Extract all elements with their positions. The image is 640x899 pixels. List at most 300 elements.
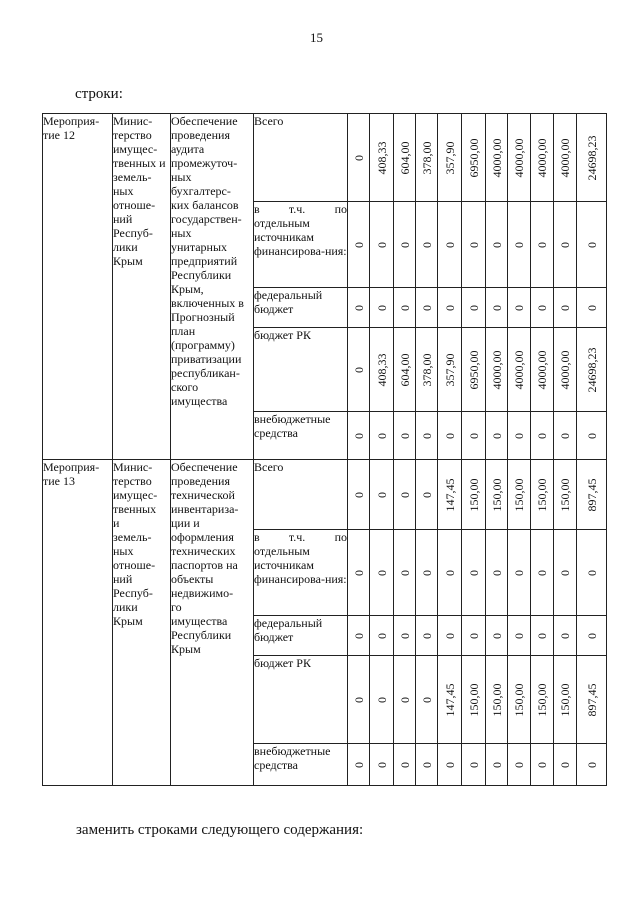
amount-cell [508,114,531,202]
funding-source: федеральный бюджет [254,288,348,328]
amount-value: 0 [535,632,549,639]
amount-cell [438,530,462,616]
description-line: промежуточ- [171,156,238,170]
amount-value: 0 [512,569,526,576]
amount-cell [508,656,531,744]
amount-cell [577,412,607,460]
executor-line: Респуб- [113,226,153,240]
executor-line: ний [113,572,133,586]
amount-cell [394,328,416,412]
description-line: объекты [171,572,214,586]
amount-value: 4000,00 [558,138,572,177]
measure-executor [113,460,171,786]
amount-value: 150,00 [466,478,481,511]
measure-name: Мероприя-тие 12 [43,114,113,460]
description-line: Республики [171,628,232,642]
amount-value: 6950,00 [466,350,481,389]
amount-cell [508,202,531,288]
amount-value: 150,00 [512,683,526,716]
amount-cell [577,460,607,530]
amount-cell [486,288,508,328]
amount-value: 357,90 [442,141,457,174]
amount-cell [348,114,370,202]
amount-value: 897,45 [584,683,599,716]
amount-cell [462,202,486,288]
amount-value: 0 [442,432,457,439]
page-number: 15 [310,30,323,45]
executor-line: имущес- [113,142,158,156]
amount-cell [531,412,554,460]
amount-value: 150,00 [489,683,504,716]
amount-value: 0 [374,632,389,639]
amount-value: 0 [466,432,481,439]
amount-cell [348,202,370,288]
description-line: Крым [171,642,201,656]
amount-cell [438,460,462,530]
amount-value: 0 [442,761,457,768]
amount-value: 0 [512,432,526,439]
amount-value: 150,00 [535,478,549,511]
amount-value: 0 [374,491,389,498]
amount-cell [531,202,554,288]
description-line: включенных в [171,296,244,310]
amount-cell [508,744,531,786]
amount-cell [462,114,486,202]
amount-value: 0 [584,632,599,639]
amount-value: 0 [558,761,572,768]
amount-cell [462,412,486,460]
amount-cell [348,412,370,460]
description-line: государствен- [171,212,242,226]
amount-cell [438,202,462,288]
amount-cell [462,656,486,744]
description-line: (программу) [171,338,235,352]
amount-value: 604,00 [397,353,412,386]
amount-value: 0 [512,632,526,639]
amount-value: 0 [535,432,549,439]
amount-cell [508,460,531,530]
amount-value: 0 [419,491,434,498]
description-line: предприятий [171,254,238,268]
amount-value: 0 [466,304,481,311]
amount-value: 0 [397,241,412,248]
amount-cell [394,114,416,202]
amount-value: 150,00 [558,478,572,511]
amount-value: 0 [419,432,434,439]
description-line: Крым, [171,282,204,296]
amount-cell [348,656,370,744]
amount-cell [394,460,416,530]
amount-cell [416,460,438,530]
amount-cell [508,328,531,412]
amount-cell [394,412,416,460]
amount-value: 408,33 [374,353,389,386]
executor-line: имущес- [113,488,158,502]
amount-value: 0 [374,432,389,439]
amount-value: 0 [374,761,389,768]
amount-cell [370,616,394,656]
amount-cell [394,744,416,786]
amount-value: 357,90 [442,353,457,386]
amount-value: 0 [584,761,599,768]
amount-cell [486,460,508,530]
executor-line: лики [113,600,138,614]
amount-cell [462,328,486,412]
executor-line: лики [113,240,138,254]
amount-cell [348,460,370,530]
amount-value: 0 [512,241,526,248]
amount-value: 0 [397,632,412,639]
amount-value: 0 [397,304,412,311]
funding-source: бюджет РК [254,656,348,744]
amount-value: 0 [442,241,457,248]
amount-value: 0 [535,304,549,311]
executor-line: земель- [113,170,152,184]
amount-cell [438,412,462,460]
amount-value: 0 [489,432,504,439]
amount-cell [370,202,394,288]
amount-cell [486,412,508,460]
amount-cell [438,616,462,656]
amount-cell [486,202,508,288]
table-row [43,114,607,202]
amount-cell [462,460,486,530]
amount-value: 4000,00 [535,350,549,389]
amount-cell [348,616,370,656]
amount-cell [486,328,508,412]
amount-cell [348,744,370,786]
description-line: проведения [171,128,230,142]
amount-cell [531,328,554,412]
amount-value: 4000,00 [489,138,504,177]
funding-source: Всего [254,460,348,530]
amount-value: 0 [351,491,366,498]
amount-value: 24698,23 [584,135,599,180]
amount-value: 0 [584,241,599,248]
amount-cell [577,114,607,202]
amount-value: 0 [419,241,434,248]
amount-value: 147,45 [442,683,457,716]
amount-value: 0 [489,761,504,768]
amount-cell [531,114,554,202]
amount-value: 150,00 [558,683,572,716]
funding-source: внебюджетные средства [254,412,348,460]
amount-cell [438,114,462,202]
amount-value: 0 [397,696,412,703]
amount-cell [438,288,462,328]
amount-value: 24698,23 [584,347,599,392]
amount-value: 408,33 [374,141,389,174]
amount-value: 150,00 [489,478,504,511]
amount-value: 0 [351,632,366,639]
description-line: ных [171,226,192,240]
description-line: оформления [171,530,234,544]
executor-line: и [113,516,120,530]
amount-cell [438,328,462,412]
amount-value: 0 [419,696,434,703]
amount-cell [508,288,531,328]
amount-cell [577,288,607,328]
executor-line: терство [113,128,152,142]
executor-line: ных [113,184,134,198]
executor-line: отноше- [113,558,156,572]
amount-cell [554,530,577,616]
amount-value: 0 [374,569,389,576]
amount-cell [554,114,577,202]
amount-value: 150,00 [512,478,526,511]
amount-cell [462,288,486,328]
amount-value: 150,00 [535,683,549,716]
executor-line: Респуб- [113,586,153,600]
amount-value: 4000,00 [512,138,526,177]
amount-value: 0 [558,632,572,639]
amount-cell [554,412,577,460]
amount-value: 378,00 [419,353,434,386]
amount-value: 0 [442,632,457,639]
amount-value: 0 [374,241,389,248]
amount-value: 0 [442,304,457,311]
amount-value: 0 [535,761,549,768]
amount-cell [577,616,607,656]
amount-cell [462,616,486,656]
amount-cell [348,328,370,412]
amount-value: 0 [584,304,599,311]
amount-value: 4000,00 [558,350,572,389]
outro-text: заменить строками следующего содержания: [76,822,364,838]
description-line: приватизации [171,352,242,366]
executor-line: Крым [113,254,143,268]
budget-table [42,113,607,786]
description-line: Республики [171,268,232,282]
amount-cell [416,412,438,460]
amount-cell [531,744,554,786]
amount-cell [416,202,438,288]
amount-cell [486,744,508,786]
amount-value: 0 [535,241,549,248]
amount-value: 0 [351,304,366,311]
funding-source: бюджет РК [254,328,348,412]
amount-cell [370,288,394,328]
amount-cell [416,114,438,202]
description-line: ких балансов [171,198,239,212]
amount-cell [508,412,531,460]
amount-value: 4000,00 [489,350,504,389]
amount-cell [394,656,416,744]
executor-line: Минис- [113,114,153,128]
amount-cell [554,460,577,530]
amount-cell [348,288,370,328]
amount-value: 0 [419,761,434,768]
amount-value: 0 [351,432,366,439]
executor-line: твенных и [113,156,166,170]
amount-value: 0 [397,761,412,768]
executor-line: ний [113,212,133,226]
amount-value: 0 [512,761,526,768]
amount-cell [577,530,607,616]
amount-cell [416,328,438,412]
executor-line: ных [113,544,134,558]
amount-value: 0 [419,304,434,311]
amount-value: 0 [466,569,481,576]
description-line: технических [171,544,236,558]
amount-value: 0 [584,432,599,439]
amount-cell [554,202,577,288]
description-line: ных [171,170,192,184]
amount-cell [486,616,508,656]
amount-cell [416,530,438,616]
description-line: Обеспечение [171,460,238,474]
amount-value: 0 [442,569,457,576]
amount-value: 0 [466,632,481,639]
amount-value: 0 [351,761,366,768]
description-line: унитарных [171,240,228,254]
description-line: го [171,600,182,614]
funding-source: Всего [254,114,348,202]
amount-cell [394,530,416,616]
amount-value: 0 [397,432,412,439]
description-line: инвентаризa- [171,502,239,516]
amount-value: 0 [466,241,481,248]
description-line: аудита [171,142,205,156]
amount-value: 378,00 [419,141,434,174]
amount-value: 0 [584,569,599,576]
amount-value: 0 [397,491,412,498]
amount-cell [416,744,438,786]
amount-cell [370,656,394,744]
description-line: имущества [171,614,228,628]
amount-cell [486,656,508,744]
amount-value: 0 [558,304,572,311]
amount-cell [438,656,462,744]
amount-value: 0 [397,569,412,576]
executor-line: Минис- [113,460,153,474]
amount-cell [462,530,486,616]
amount-value: 897,45 [584,478,599,511]
amount-cell [531,288,554,328]
amount-cell [486,530,508,616]
amount-cell [370,328,394,412]
amount-cell [577,202,607,288]
amount-cell [577,744,607,786]
funding-source: в т.ч. по отдельным источникам финансирова-ния: [254,530,348,616]
amount-cell [370,530,394,616]
description-line: проведения [171,474,230,488]
table-row [43,460,607,530]
description-line: республикан- [171,366,240,380]
description-line: ции и [171,516,200,530]
description-line: имущества [171,394,228,408]
description-line: план [171,324,196,338]
amount-value: 0 [374,696,389,703]
measure-description [171,114,254,460]
amount-value: 0 [351,696,366,703]
amount-value: 0 [351,241,366,248]
description-line: Прогнозный [171,310,235,324]
amount-value: 147,45 [442,478,457,511]
amount-value: 0 [489,632,504,639]
amount-cell [370,744,394,786]
executor-line: отноше- [113,198,156,212]
amount-value: 0 [535,569,549,576]
amount-cell [370,114,394,202]
executor-line: твенных [113,502,157,516]
amount-value: 0 [351,154,366,161]
measure-name: Мероприя-тие 13 [43,460,113,786]
amount-cell [370,460,394,530]
amount-value: 4000,00 [535,138,549,177]
funding-source: внебюджетные средства [254,744,348,786]
amount-value: 0 [512,304,526,311]
amount-value: 0 [489,569,504,576]
amount-cell [370,412,394,460]
amount-value: 6950,00 [466,138,481,177]
description-line: паспортов на [171,558,238,572]
executor-line: земель- [113,530,152,544]
amount-cell [416,616,438,656]
amount-cell [531,656,554,744]
description-line: технической [171,488,235,502]
description-line: ского [171,380,199,394]
amount-value: 0 [489,304,504,311]
description-line: недвижимо- [171,586,234,600]
intro-text: строки: [75,86,123,102]
amount-cell [416,656,438,744]
amount-value: 150,00 [466,683,481,716]
executor-line: Крым [113,614,143,628]
amount-value: 4000,00 [512,350,526,389]
funding-source: в т.ч. по отдельным источникам финансирова-ния: [254,202,348,288]
amount-value: 0 [419,569,434,576]
amount-cell [508,616,531,656]
funding-source: федеральный бюджет [254,616,348,656]
amount-value: 0 [351,569,366,576]
amount-cell [554,616,577,656]
amount-cell [394,288,416,328]
measure-executor [113,114,171,460]
amount-cell [554,288,577,328]
description-line: бухгалтерс- [171,184,231,198]
amount-cell [531,460,554,530]
amount-cell [416,288,438,328]
amount-cell [348,530,370,616]
amount-cell [508,530,531,616]
amount-value: 0 [374,304,389,311]
amount-cell [486,114,508,202]
amount-cell [438,744,462,786]
amount-cell [554,656,577,744]
amount-cell [577,656,607,744]
amount-cell [577,328,607,412]
description-line: Обеспечение [171,114,238,128]
amount-cell [554,328,577,412]
amount-value: 0 [419,632,434,639]
amount-cell [462,744,486,786]
amount-value: 0 [489,241,504,248]
amount-value: 0 [466,761,481,768]
executor-line: терство [113,474,152,488]
measure-description [171,460,254,786]
amount-value: 0 [558,432,572,439]
amount-cell [394,202,416,288]
amount-value: 0 [558,569,572,576]
amount-value: 0 [351,366,366,373]
amount-value: 0 [558,241,572,248]
amount-cell [531,616,554,656]
amount-value: 604,00 [397,141,412,174]
amount-cell [394,616,416,656]
amount-cell [554,744,577,786]
amount-cell [531,530,554,616]
